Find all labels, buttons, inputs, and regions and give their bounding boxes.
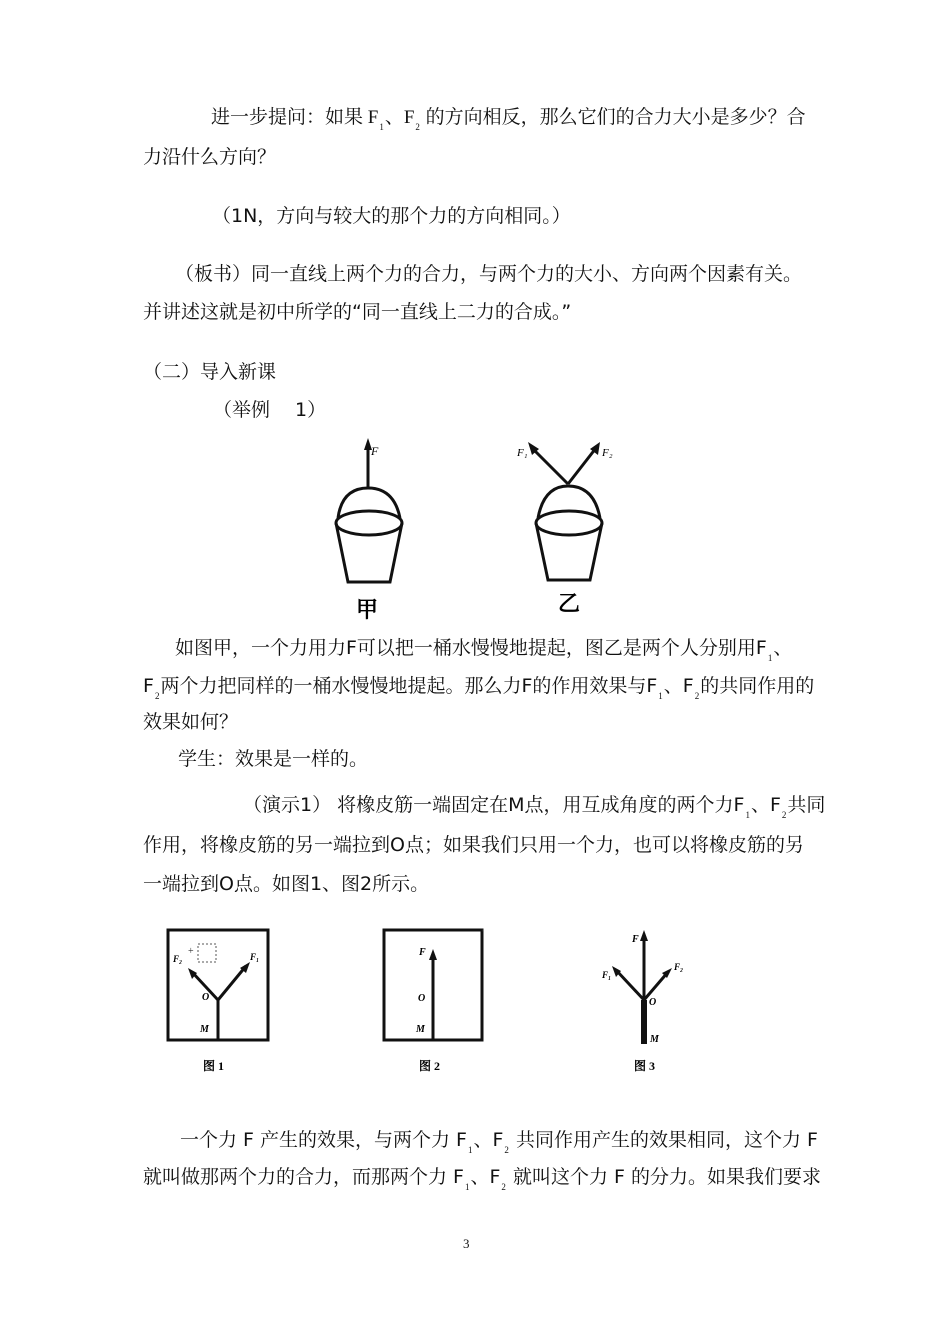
text: 的方向相反，那么它们的合力大小是多少？合	[420, 107, 806, 128]
text: 的共同作用的	[700, 675, 815, 697]
text-line-14	[143, 1165, 821, 1192]
label-f: F	[371, 444, 379, 458]
subscript: 2	[154, 691, 160, 701]
fig3-label-o: O	[649, 997, 657, 1008]
fig2-caption: 图 2	[419, 1059, 441, 1073]
subscript: 1	[767, 653, 773, 663]
text-line-2: 力沿什么方向？	[143, 146, 277, 168]
text: （演示1） 将橡皮筋一端固定在M点，用互成角度的两个力F	[243, 794, 745, 816]
figure-2	[384, 928, 484, 1073]
fig1-label-m: M	[200, 1024, 209, 1035]
text-line-11: 作用，将橡皮筋的另一端拉到O点；如果我们只用一个力，也可以将橡皮筋的另	[143, 834, 804, 856]
text: 共同作用产生的效果相同，这个力 F	[509, 1129, 818, 1151]
subscript: 2	[781, 810, 787, 820]
caption-jia: 甲	[356, 597, 379, 622]
fig1-label-f1: F₁	[250, 952, 260, 962]
label-f2: F₂	[602, 447, 613, 459]
label-f1: F₁	[517, 447, 528, 459]
text: 共同	[787, 794, 826, 816]
text: 、	[773, 637, 793, 659]
text-line-13	[180, 1128, 818, 1155]
text: 如图甲，一个力用力F可以把一桶水慢慢地提起，图乙是两个人分别用F	[175, 637, 767, 659]
text: 、F	[473, 1129, 504, 1151]
section-heading: （二）导入新课	[143, 361, 277, 383]
subscript: 1	[745, 810, 750, 820]
fig2-label-m: M	[416, 1024, 425, 1035]
fig2-label-o: O	[418, 993, 426, 1004]
figure-3	[601, 930, 683, 1073]
text-line-6	[175, 636, 792, 663]
text: 就叫做那两个力的合力，而那两个力 F	[143, 1166, 464, 1188]
text-line-1	[211, 106, 806, 132]
subscript: 2	[501, 1182, 506, 1192]
text: 、F	[384, 107, 415, 128]
subscript: 1	[658, 691, 663, 701]
fig3-label-f2: F₂	[674, 962, 684, 972]
fig2-label-f: F	[419, 947, 426, 958]
text: 、F	[470, 1166, 501, 1188]
text-line-12: 一端拉到O点。如图1、图2所示。	[143, 873, 430, 895]
svg-text:+: +	[188, 946, 194, 957]
fig3-caption: 图 3	[634, 1059, 656, 1073]
fig1-label-o: O	[202, 992, 210, 1003]
text: 就叫这个力 F 的分力。如果我们要求	[506, 1166, 821, 1188]
text: 、F	[663, 675, 694, 697]
text-line-5: 并讲述这就是初中所学的“同一直线上二力的合成。”	[143, 301, 572, 323]
subscript: 2	[694, 691, 700, 701]
text-line-8: 效果如何？	[143, 711, 239, 733]
text-line-9: 学生：效果是一样的。	[178, 748, 369, 770]
subscript: 2	[415, 122, 420, 132]
bucket-figures	[320, 430, 640, 625]
example-label: （举例 1）	[213, 399, 327, 421]
text-line-7	[143, 674, 814, 701]
fig1-label-f2: F₂	[173, 954, 183, 964]
subscript: 1	[467, 1145, 473, 1155]
fig1-caption: 图 1	[203, 1059, 225, 1073]
fig3-label-m: M	[650, 1034, 659, 1045]
svg-text:': '	[482, 928, 484, 938]
fig3-label-f1: F₁	[602, 970, 612, 980]
fig3-label-f: F	[632, 934, 639, 945]
bucket-jia	[336, 438, 402, 582]
rubber-band-figures	[160, 922, 720, 1082]
text-line-3: （1N，方向与较大的那个力的方向相同。）	[212, 205, 571, 227]
text: 进一步提问：如果 F	[211, 107, 379, 128]
page-number: 3	[463, 1236, 470, 1251]
caption-yi: 乙	[558, 591, 581, 616]
subscript: 1	[379, 122, 384, 132]
text: 一个力 F 产生的效果，与两个力 F	[180, 1129, 467, 1151]
text: F	[143, 675, 154, 697]
bucket-yi	[528, 442, 602, 580]
subscript: 2	[504, 1145, 509, 1155]
subscript: 1	[464, 1182, 470, 1192]
text: 、F	[750, 794, 781, 816]
text-line-4: （板书）同一直线上两个力的合力，与两个力的大小、方向两个因素有关。	[175, 263, 803, 285]
figure-1	[168, 930, 268, 1073]
text-line-10	[243, 793, 825, 820]
text: 两个力把同样的一桶水慢慢地提起。那么力F的作用效果与F	[160, 675, 658, 697]
